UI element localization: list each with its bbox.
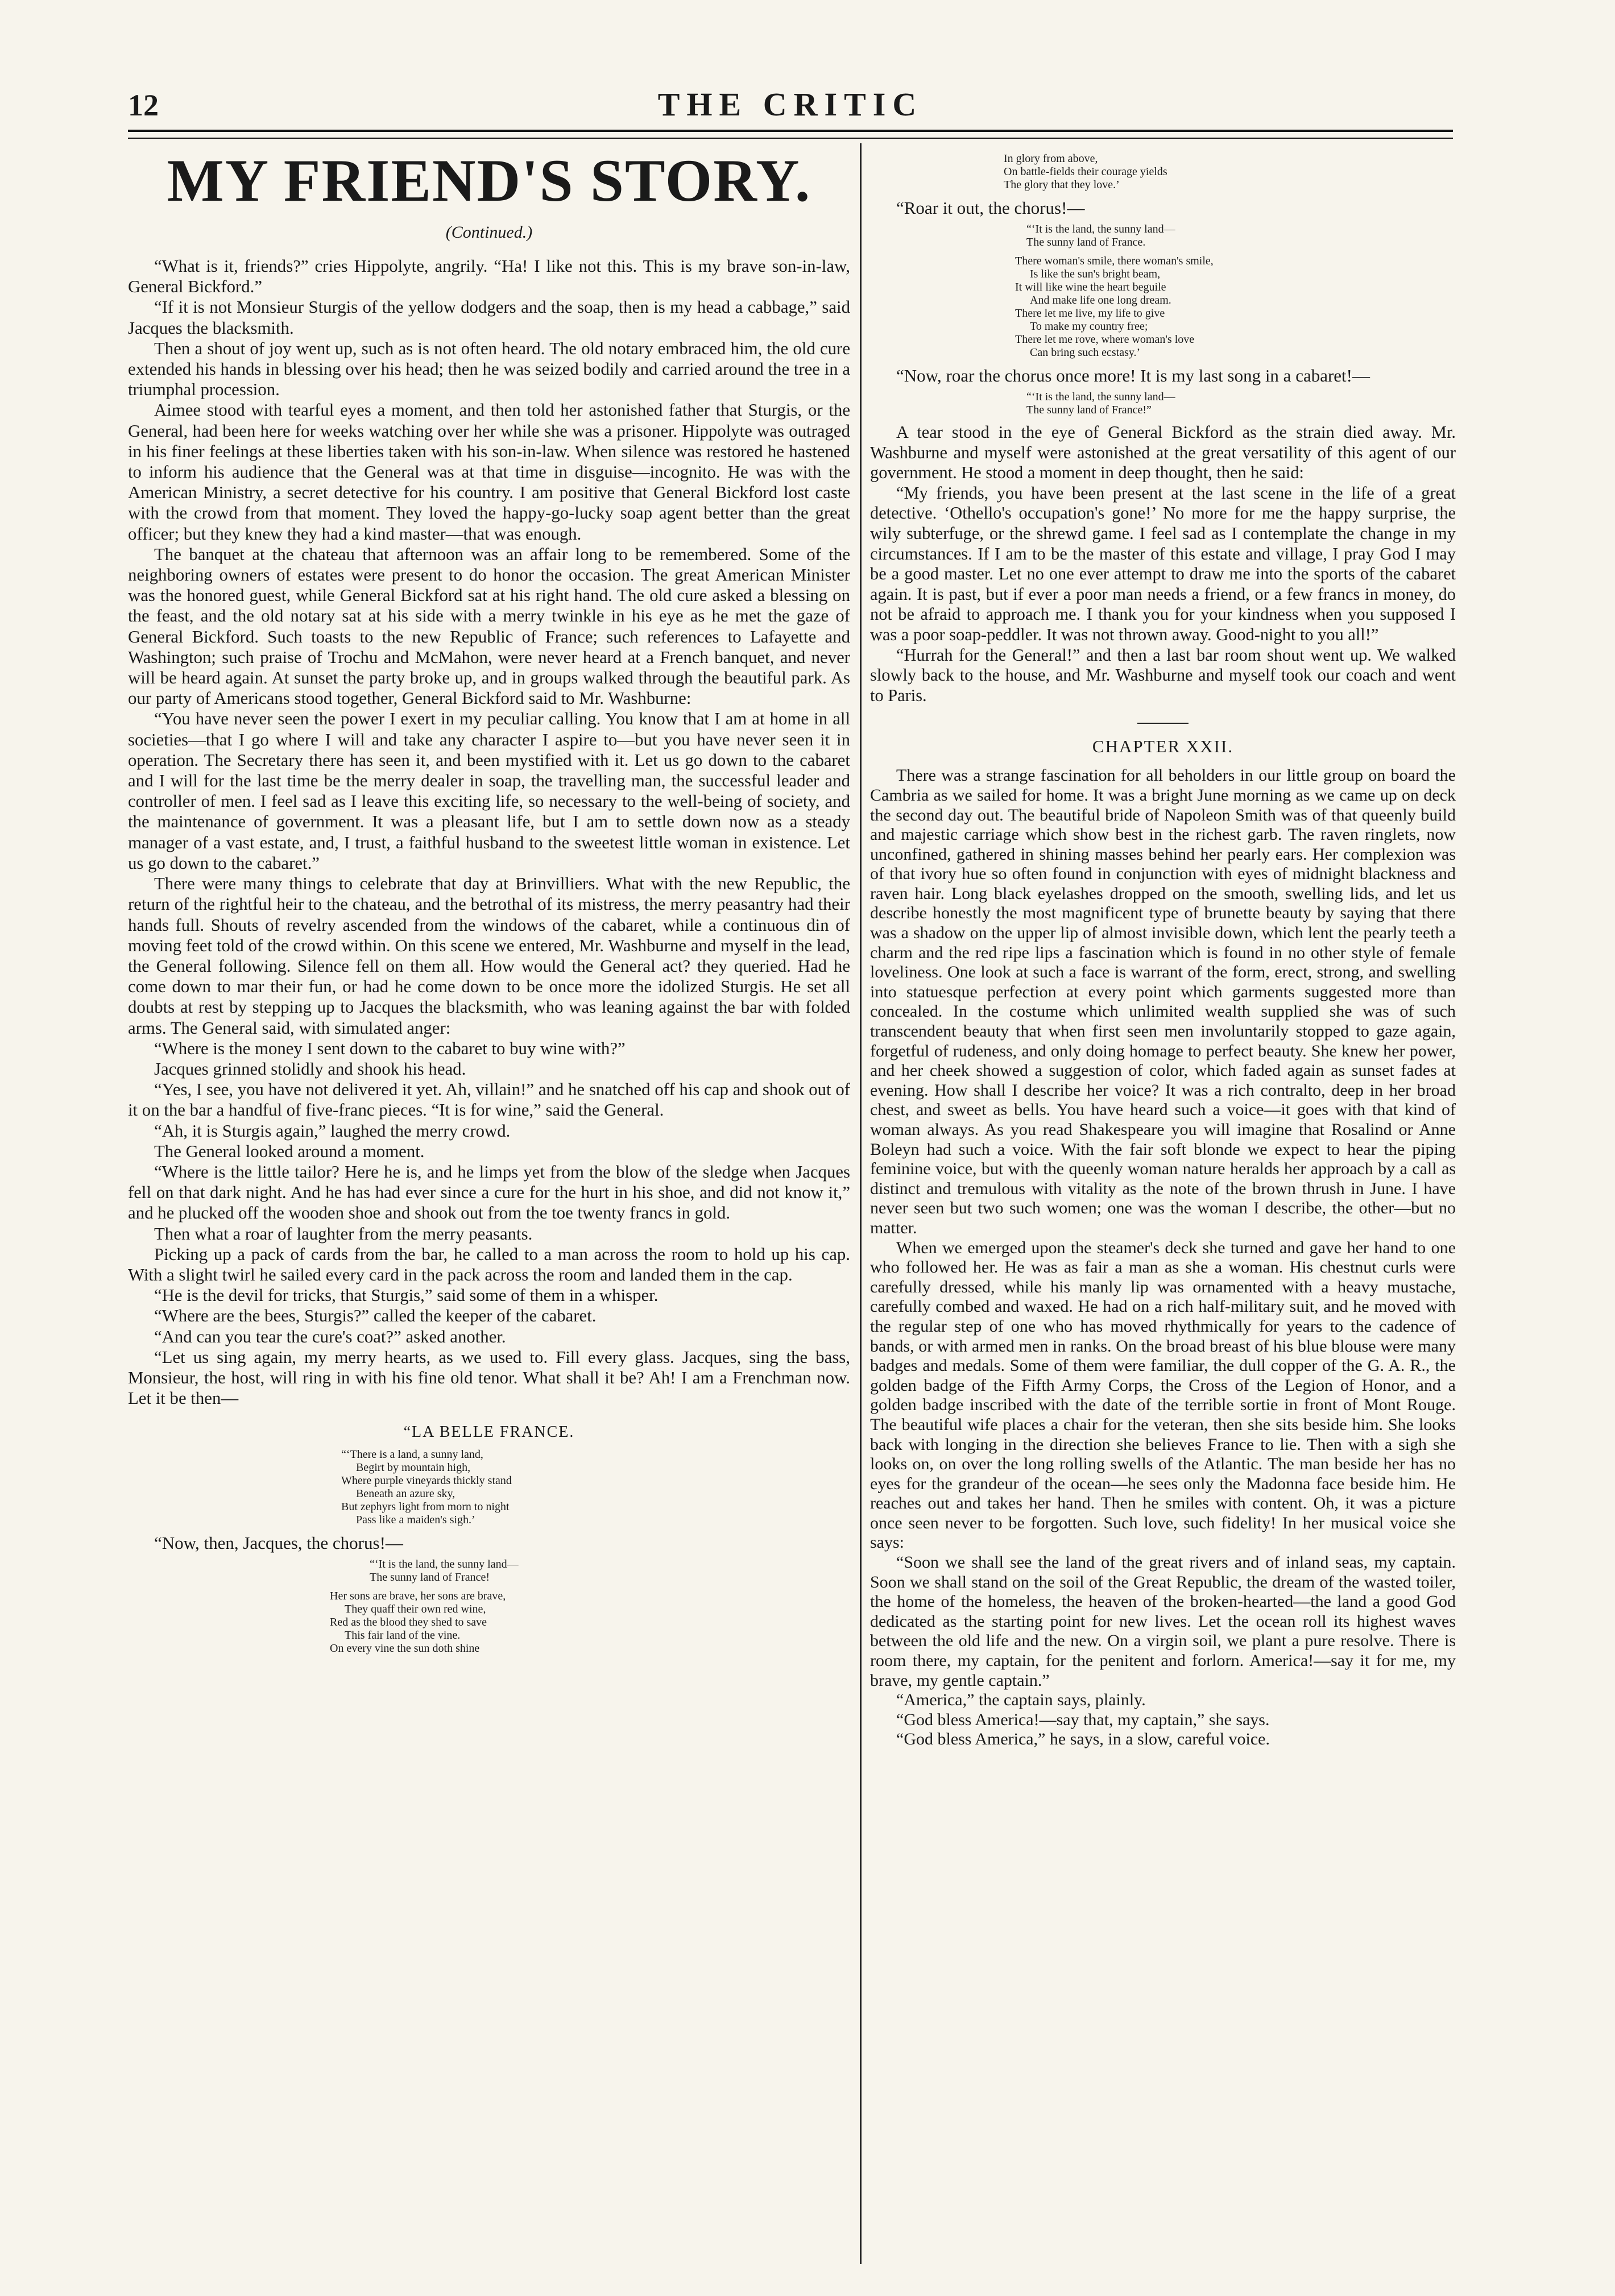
chapter-heading: CHAPTER XXII.	[1092, 736, 1234, 757]
verse-line: There let me live, my life to give	[1015, 307, 1165, 320]
chorus-call-2: “Roar it out, the chorus!—	[896, 198, 1085, 218]
song-verse-2-continued	[1004, 152, 1322, 192]
paragraph: “He is the devil for tricks, that Sturgis,” said some of them in a whisper.	[154, 1286, 659, 1306]
header-rule-thin	[128, 138, 1453, 139]
verse-line: It will like wine the heart beguile	[1015, 281, 1166, 293]
paragraph: “Ah, it is Sturgis again,” laughed the merry crowd.	[154, 1121, 511, 1141]
column-divider	[860, 143, 862, 2264]
chorus-call-1: “Now, then, Jacques, the chorus!—	[154, 1533, 403, 1553]
verse-line: The glory that they love.’	[1004, 179, 1120, 191]
paragraph: A tear stood in the eye of General Bickford as the strain died away. Mr. Washburne and myself were astonished at the great versatility of this agent of our government. He stood a moment in deep thought, then he said:	[870, 422, 1456, 483]
paragraph: “What is it, friends?” cries Hippolyte, angrily. “Ha! I like not this. This is my brave son-in-law, General Bickford.”	[128, 256, 850, 297]
verse-line: Begirt by mountain high,	[356, 1461, 471, 1474]
right-column	[870, 149, 1456, 2270]
paragraph: The banquet at the chateau that afternoon was an affair long to be remembered. Some of the neighboring owners of estates were present to do honor the occasion. The great American Minister was the honored guest, while General Bickford sat at his right hand. The old cure asked a blessing on the feast, and the old notary sat at his side with a merry twinkle in his eye as he met the gaze of General Bickford. Such toasts to the new Republic of France; such references to Lafayette and Washington; such praise of Trochu and McMahon, were never heard at a French banquet, and never will be heard again. At sunset the party broke up, and in groups walked through the beautiful park. As our party of Americans stood together, General Bickford said to Mr. Washburne:	[128, 544, 850, 708]
verse-line: Her sons are brave, her sons are brave,	[330, 1590, 506, 1603]
section-rule	[1137, 723, 1189, 724]
paragraph: “Where is the money I sent down to the cabaret to buy wine with?”	[154, 1038, 626, 1058]
paragraph: “And can you tear the cure's coat?” asked another.	[154, 1327, 506, 1346]
verse-line: Red as the blood they shed to save	[330, 1616, 487, 1629]
song-verse-2	[330, 1590, 648, 1655]
right-paragraphs-1	[870, 422, 1456, 706]
verse-line: On every vine the sun doth shine	[330, 1642, 480, 1655]
left-paragraphs	[128, 256, 850, 1408]
verse-line: And make life one long dream.	[1030, 294, 1171, 306]
paragraph: Jacques grinned stolidly and shook his head.	[154, 1059, 466, 1079]
paragraph: Then what a roar of laughter from the merry peasants.	[154, 1224, 533, 1244]
page-header	[128, 85, 1453, 125]
verse-line: The sunny land of France!”	[1026, 404, 1152, 416]
story-title: MY FRIEND'S STORY.	[167, 149, 811, 214]
song-chorus-1	[370, 1558, 608, 1584]
verse-line: Beneath an azure sky,	[356, 1487, 455, 1501]
paragraph: “Where are the bees, Sturgis?” called the keeper of the cabaret.	[154, 1306, 597, 1326]
song-verse-3	[1015, 255, 1311, 359]
paragraph: “Where is the little tailor? Here he is, and he limps yet from the blow of the sledge when Jacques fell on that dark night. And he has had ever since a cure for the hurt in his shoe, and did not know it,” and he plucked off the wooden shoe and shook out from the toe twenty francs in gold.	[128, 1162, 850, 1223]
paragraph: “America,” the captain says, plainly.	[896, 1690, 1146, 1710]
verse-line: Where purple vineyards thickly stand	[341, 1474, 512, 1487]
paragraph: There were many things to celebrate that day at Brinvilliers. What with the new Republic, the return of the rightful heir to the chateau, and the betrothal of its mistress, the merry peasantry had their hands full. Shouts of revelry ascended from the windows of the cabaret, while a continuous din of moving feet told of the crowd within. On this scene we entered, Mr. Washburne and myself in the lead, the General following. Silence fell on them all. How would the General act? they queried. Had he come down to mar their fun, or had he come down to be once more the idolized Sturgis. He set all doubts at rest by stepping up to Jacques the blacksmith, who was leaning against the bar with folded arms. The General said, with simulated anger:	[128, 874, 850, 1038]
journal-title: THE CRITIC	[657, 86, 924, 123]
verse-line: There woman's smile, there woman's smile,	[1015, 255, 1214, 267]
paragraph: “Soon we shall see the land of the great rivers and of inland seas, my captain. Soon we shall stand on the soil of the Great Republic, the dream of the wasted toiler, the home of the homeless, the heaven of the broken-hearted—the land a good God dedicated as the starting point for new lives. Let the ocean roll its highest waves between the old life and the new. On a virgin soil, we plant a pure resolve. There is room there, my captain, for the penitent and forlorn. America!—say it for me, my brave, my gentle captain.”	[870, 1553, 1456, 1690]
verse-line: They quaff their own red wine,	[345, 1603, 486, 1616]
paragraph: “God bless America,” he says, in a slow, careful voice.	[896, 1730, 1270, 1749]
paragraph: Then a shout of joy went up, such as is not often heard. The old notary embraced him, the old cure extended his hands in blessing over his head; then he was seized bodily and carried around the tree in a triumphal procession.	[128, 338, 850, 400]
paragraph: “God bless America!—say that, my captain,” she says.	[896, 1710, 1270, 1729]
verse-line: There let me rove, where woman's love	[1015, 333, 1195, 346]
header-rule	[128, 130, 1453, 132]
verse-line: The sunny land of France.	[1026, 236, 1146, 248]
paragraph: “Yes, I see, you have not delivered it yet. Ah, villain!” and he snatched off his cap and shook out of it on the bar a handful of five-franc pieces. “It is for wine,” said the General.	[128, 1080, 850, 1120]
verse-line: In glory from above,	[1004, 152, 1098, 165]
verse-line: This fair land of the vine.	[345, 1629, 461, 1642]
paragraph: “Hurrah for the General!” and then a last bar room shout went up. We walked slowly back to the house, and Mr. Washburne and myself took our coach and went to Paris.	[870, 645, 1456, 705]
verse-line: The sunny land of France!	[370, 1571, 490, 1584]
paragraph: There was a strange fascination for all beholders in our little group on board the Cambria as we sailed for home. It was a bright June morning as we came up on deck the second day out. The beautiful bride of Napoleon Smith was of that queenly build and majestic carriage which show best in the richest garb. The raven ringlets, now unconfined, gathered in shining masses behind her pearly ears. Her complexion was of that ivory hue so often found in conjunction with eyes of midnight blackness and raven hair. Long black eyelashes dropped on the smooth, swelling lids, and let us describe honestly the most magnificent type of brunette beauty by saying that there was a shadow on the upper lip of almost invisible down, which lent the pearly teeth a charm and the red ripe lips a fascination which is found in no other style of female loveliness. One look at such a face is warrant of the form, erect, strong, and swelling into statuesque perfection at every point which garments suggested more than concealed. In the costume which unlimited wealth supplied she was of such transcendent beauty that when first seen men involuntarily stopped to gaze again, forgetful of rudeness, and only doing homage to perfect beauty. She knew her power, and her cheek showed a suggestion of color, which faded again as sunset fades at evening. How shall I describe her voice? It was a rich contralto, deep in her broad chest, and sweet as bells. You have heard such a voice—it goes with that kind of woman always. As you read Shakespeare you will imagine that Rosalind or Anne Boleyn had such a voice. With the fair soft blonde we expect to hear the piping feminine voice, but with the queenly woman nature heralds her approach by a call as distinct and tremulous with vitality as the note of the brown thrush in June. I have never seen but two such women; one was the woman I describe, the other—but no matter.	[870, 766, 1456, 1237]
paragraph: The General looked around a moment.	[154, 1141, 425, 1161]
paragraph: Picking up a pack of cards from the bar, he called to a man across the room to hold up his cap. With a slight twirl he sailed every card in the pack across the room and landed them in the cap.	[128, 1244, 850, 1284]
paragraph: Aimee stood with tearful eyes a moment, and then told her astonished father that Sturgis, or the General, had been here for weeks watching over her while she was a prisoner. Hippolyte was outraged in his finer feelings at these liberties taken with his son-in-law. When silence was restored he hastened to inform his audience that the General was at that time in disguise—incognito. He was with the American Ministry, a secret detective for his country. I am positive that General Bickford lost caste with the crowd from that moment. They loved the happy-go-lucky soap agent better than the great officer; but they knew they had a kind master—that was enough.	[128, 400, 850, 544]
chorus-call-3: “Now, roar the chorus once more! It is my last song in a cabaret!—	[896, 366, 1370, 386]
page-number: 12	[128, 88, 159, 122]
paragraph: “Let us sing again, my merry hearts, as we used to. Fill every glass. Jacques, sing the bass, Monsieur, the host, will ring in with his fine old tenor. What shall it be? Ah! I am a Frenchman now. Let it be then—	[128, 1347, 850, 1408]
continued-note: (Continued.)	[445, 223, 533, 242]
verse-line: Pass like a maiden's sigh.’	[356, 1514, 475, 1527]
song-title: “LA BELLE FRANCE.	[403, 1423, 575, 1441]
paragraph: “My friends, you have been present at the last scene in the life of a great detective. ‘Othello's occupation's gone!’ No more for me the happy surprise, the wily subterfuge, or the shrewd game. I feel sad as I contemplate the change in my circumstances. If I am to be the master of this estate and village, I pray God I may be a good master. Let no one ever attempt to draw me into the sports of the cabaret again. It is past, but if ever a poor man needs a friend, or a few francs in money, do not be afraid to approach me. I thank you for your kindness when you supposed I was a poor soap-peddler. It was not thrown away. Good-night to you all!”	[870, 483, 1456, 644]
verse-line: “‘It is the land, the sunny land—	[1026, 223, 1175, 235]
verse-line: “‘There is a land, a sunny land,	[341, 1448, 483, 1461]
verse-line: “‘It is the land, the sunny land—	[1026, 391, 1175, 403]
verse-line: “‘It is the land, the sunny land—	[370, 1558, 519, 1571]
song-chorus-2	[1026, 223, 1299, 249]
verse-line: Can bring such ecstasy.’	[1030, 346, 1141, 359]
paragraph: “You have never seen the power I exert in my peculiar calling. You know that I am at home in all societies—that I go where I will and take any character I aspire to—but you have never seen it in operation. The Secretary there has seen it, and been mystified with it. Let us go down to the cabaret and I will for the last time be the merry dealer in soap, the travelling man, the successful leader and controller of men. I feel sad as I leave this exciting life, so necessary to the well-being of society, and the maintenance of government. It was a pleasant life, but I am to settle down now as a steady manager of a vast estate, and, I trust, a faithful husband to the sweetest little woman in existence. Let us go down to the cabaret.”	[128, 709, 850, 873]
paragraph: When we emerged upon the steamer's deck she turned and gave her hand to one who followed her. He was as fair a man as she a woman. His chestnut curls were carefully dressed, while his manly lip was ornamented with a heavy mustache, carefully combed and waxed. He had on a rich half-military suit, and he moved with the regular step of one who has moved rhythmically for years to the cadence of bands, or with armed men in ranks. On the broad breast of his blue blouse were many badges and medals. Some of them were familiar, the dull copper of the G. A. R., the golden badge of the Fifth Army Corps, the Cross of the Legion of Honor, and a golden badge inscribed with the date of the terrible sortie in front of Mont Rouge. The beautiful wife places a chair for the veteran, then she sits beside him. She looks back with longing in the direction she believes France to lie. Then with a sigh she looks on, on over the long rolling swells of the Atlantic. The man beside her has no eyes for the grandeur of the ocean—he sees only the Madonna face beside him. He reaches out and takes her hand. Then he smiles with content. Oh, it was a picture once seen never to be forgotten. Such love, such fidelity! In her musical voice she says:	[870, 1238, 1456, 1552]
paragraph: “If it is not Monsieur Sturgis of the yellow dodgers and the soap, then is my head a cabbage,” said Jacques the blacksmith.	[128, 297, 850, 338]
song-verse-1	[341, 1448, 637, 1527]
verse-line: On battle-fields their courage yields	[1004, 165, 1167, 178]
left-column	[128, 149, 850, 2270]
verse-line: Is like the sun's bright beam,	[1030, 268, 1161, 280]
song-chorus-3	[1026, 391, 1299, 417]
right-paragraphs-2	[870, 766, 1456, 1750]
verse-line: To make my country free;	[1030, 320, 1148, 333]
verse-line: But zephyrs light from morn to night	[341, 1501, 510, 1514]
